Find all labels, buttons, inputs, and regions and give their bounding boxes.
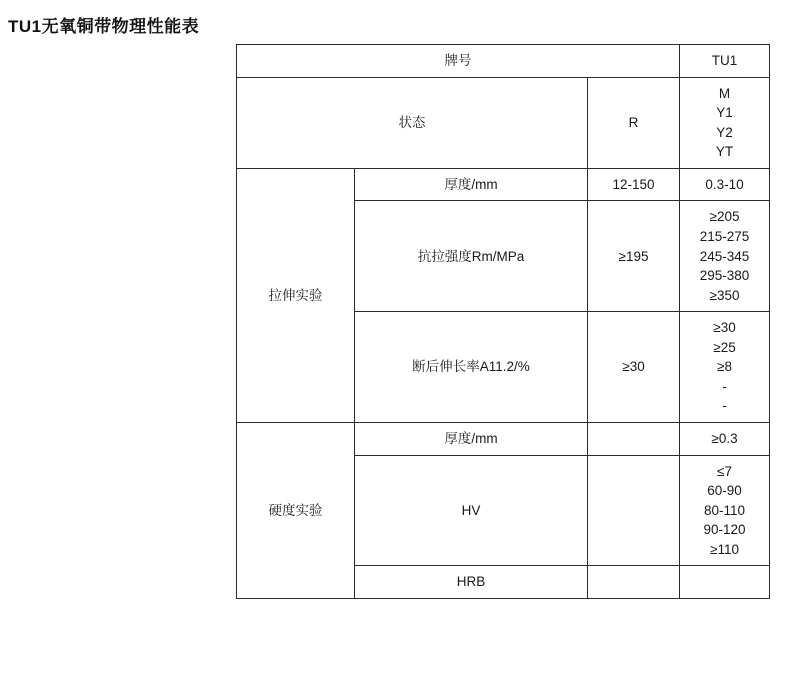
grade-label: 牌号	[237, 45, 680, 78]
hv-my-0: ≤7	[717, 463, 732, 479]
state-my-0: M	[718, 85, 731, 101]
elong-my-1: ≥25	[713, 339, 736, 355]
state-r-value: R	[588, 77, 680, 168]
tensile-strength-r: ≥195	[588, 201, 680, 312]
thickness-my-1: 0.3-10	[680, 168, 770, 201]
page-title: TU1无氧铜带物理性能表	[8, 17, 200, 36]
spec-table-container	[236, 44, 770, 599]
elong-my-4: -	[722, 398, 727, 414]
elong-my-0: ≥30	[713, 320, 736, 336]
rm-my-2: 245-345	[699, 248, 750, 264]
elongation-my-values	[680, 312, 770, 423]
tensile-strength-label: 抗拉强度Rm/MPa	[355, 201, 588, 312]
hv-my-values	[680, 455, 770, 566]
thickness-my-2: ≥0.3	[680, 423, 770, 456]
hv-r	[588, 455, 680, 566]
rm-my-4: ≥350	[709, 287, 740, 303]
spec-table	[236, 44, 770, 599]
hv-label: HV	[355, 455, 588, 566]
rm-my-0: ≥205	[709, 209, 740, 225]
thickness-r-2	[588, 423, 680, 456]
rm-my-3: 295-380	[699, 268, 750, 284]
elong-my-2: ≥8	[717, 359, 732, 375]
hardness-group-label: 硬度实验	[237, 423, 355, 599]
hv-my-3: 90-120	[703, 522, 746, 538]
state-my-values	[680, 77, 770, 168]
hrb-label: HRB	[355, 566, 588, 599]
table-row	[237, 168, 770, 201]
elong-my-3: -	[722, 378, 727, 394]
table-row	[237, 45, 770, 78]
table-row	[237, 77, 770, 168]
hv-my-1: 60-90	[707, 483, 742, 499]
thickness-label-1: 厚度/mm	[355, 168, 588, 201]
tensile-strength-my-values	[680, 201, 770, 312]
hrb-r	[588, 566, 680, 599]
elongation-r: ≥30	[588, 312, 680, 423]
state-my-2: Y2	[716, 124, 733, 140]
state-my-1: Y1	[716, 105, 733, 121]
hv-my-2: 80-110	[703, 502, 746, 518]
tensile-group-label: 拉伸实验	[237, 168, 355, 422]
thickness-r-1: 12-150	[588, 168, 680, 201]
state-my-3: YT	[715, 144, 734, 160]
rm-my-1: 215-275	[699, 228, 750, 244]
thickness-label-2: 厚度/mm	[355, 423, 588, 456]
grade-value: TU1	[680, 45, 770, 78]
hrb-my	[680, 566, 770, 599]
table-row	[237, 423, 770, 456]
elongation-label: 断后伸长率A11.2/%	[355, 312, 588, 423]
hv-my-4: ≥110	[710, 541, 739, 557]
state-label: 状态	[237, 77, 588, 168]
